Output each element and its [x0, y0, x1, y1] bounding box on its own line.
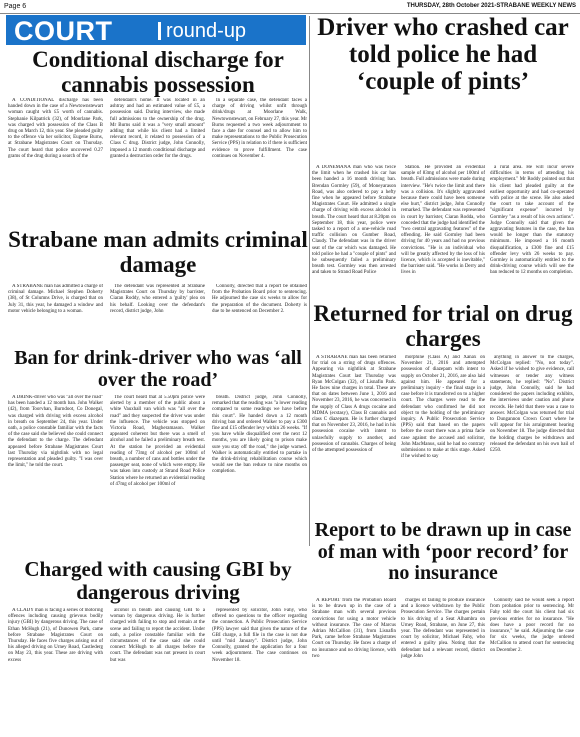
page-header	[0, 0, 580, 14]
banner-divider	[158, 22, 161, 40]
cannabis-col-3: In a separate case, the defendant faces a charge of driving whilst unfit through drink/drugs at Moorlane Walk, Newtownstewart, on February 27, this year. Mr Burns requested a two week adjournment to face a date for counsel and to allow him to make representations to the Public Prosecution Service (PPS) in relation to if there is sufficient evidence to prove fulfillment. The case continues on November 4.	[212, 98, 307, 159]
headline-damage: Strabane man admits criminal damage	[8, 227, 308, 277]
gbi-col-1: A CLADY man is facing a series of motoring offences including causing grievous bodily injury (GBI) by dangerous driving. The case of Ethan McHugh (21), of Dunowen Park, came before Strabane Magistrates Court on Thursday. He faces five charges arising out of his alleged driving on Urney Road, Castlederg on May 23, this year. These are driving with excess	[8, 608, 103, 663]
page-number: Page 6	[4, 3, 27, 10]
cannabis-col-2: defendant's home. It was located in an ashtray and had an estimated value of £5, a possession said. During interview, she made full admissions to the ownership of the drug. Mr Burns said it was a "very small amount" adding that while his client had a limited relevant record, it related to possession of a Class C drug. District judge, John Connolly, imposed a 12 month conditional discharge and granted a destruction order for the drugs.	[110, 98, 205, 159]
drink-col-1: A DRINK-driver who was "all over the road" has been handed a 12 month ban. John Walker (42), from Toorvhan, Burndoot, Co Donegal, was charged with driving with excess alcohol in breath on September 24, this year. Under oath, a police constable familiar with the facts of the case said she believed she could connect the defendant to the charge. The defendant appeared before Strabane Magistrates Court last Thursday via nightlink with no legal representation and pleaded guilty. "I was over the limit," he told the court.	[8, 395, 103, 469]
headline-report: Report to be drawn up in case of man with ‘poor record’ for no insurance	[314, 519, 572, 585]
trial-col-2: morphine (Class A) and Xanax on November 21, 2016 and attempted possession of diazepam with intent to supply on October 21, 2016, are also laid against him. He appeared for a preliminary inquiry - the final stage in a case before it is transferred on to a higher court. The charges were read to the defendant who confirmed he did not object to the holding of the preliminary inquiry. A Public Prosecution Service (PPS) said that based on the papers before the court there was a prima facie case against the accused and solicitor, John MacManus, said he had no contrary submissions to make at this stage. Asked if he wished to say	[401, 355, 485, 460]
report-col-3: Connolly said he would seek a report from probation prior to sentencing. Mr Fahy told the court his client had six previous entries for no insurance. "He does have a poor record for no insurance," he said. Adjourning the case for six weeks, the judge ordered McCallion to attend court for sentencing on December 2.	[490, 598, 574, 653]
drink-col-2: The court heard that at 5.50pm police were alerted by a member of the public about a white Vauxhall van which was "all over the road" and they suspected the driver was under the influence. The vehicle was stopped on Victoria Road, Magheramason. Walker appeared coherent but there was a smell of alcohol and he failed a preliminary breath test. At the station he provided an evidential reading of 73mg of alcohol per 100ml of breath, a number of cans and bottles under the passenger seat, none of which were empty. He was taken into custody at Strand Road Police Station where he returned an evidential reading of 47mg of alcohol per 100ml of	[110, 395, 205, 487]
trial-col-1: A STRABANE man has been returned for trial on a string of drugs offences. Appearing via nightlink at Strabane Magistrates Court last Thursday was Ryan McColgan (32), of Lisnafin Park. He faces nine charges in total. These are that on dates between June 1, 2016 and November 23, 2016, he was concerned in the supply of Class A drugs cocaine and MDMA (ecstasy), Class B cannabis and class C diazepam. He is further charged that on November 23, 2016, he had in his possession cocaine with intent to unlawfully supply to another, and possession of cannabis. Charges of being of the attempted possession of	[312, 355, 396, 454]
damage-col-3: Connolly, directed that a report be obtained from the Probation Board prior to sentencing. He adjourned the case six weeks to allow for the preparation of the document. Doherty is due to be sentenced on December 2.	[212, 284, 307, 314]
gbi-col-2: alcohol in breath and causing GBI to a woman by dangerous driving. He is further charged with failing to stop and remain at the scene and failing to report the accident. Under oath, a police constable familiar with the circumstances of the case said she could connect McHugh to all charges before the court. The defendant was not present in court but was	[110, 608, 205, 663]
cannabis-col-1: A CONDITIONAL discharge has been handed down in the case of a Newtownstewart woman caught with £5 worth of cannabis. Stephanie Kilpatrick (32), of Moorlane Park, was charged with possession of the Class B drug on March 12, this year. She pleaded guilty to the offence via her solicitor, Eugene Burns, at Strabane Magistrates Court on Thursday. The court heard that police uncovered 0.27 grams of the drug during a search of the	[8, 98, 103, 159]
gbi-col-3: represented by solicitor, John Fahy, who offered no questions to the officer regarding the connection. A Public Prosecution Service (PPS) lawyer said that given the nature of the GBI charge, a full file in the case is not due until "mid January". District judge, John Connolly, granted the application for a four week adjournment. The case continues on November 18.	[212, 608, 307, 663]
headline-gbi: Charged with causing GBI by dangerous driving	[24, 557, 292, 604]
report-col-1: A REPORT from the Probation Board is to be drawn up in the case of a Strabane man with several previous convictions for using a motor vehicle without insurance. The case of Marcus Adrian McCallion (31), from Lisnafin Park, came before Strabane Magistrates Court on Thursday. He faces a charge of no insurance and no driving licence, with two	[312, 598, 396, 659]
headline-driver: Driver who crashed car told police he had ‘couple of pints’	[317, 14, 569, 95]
drink-col-3: breath. District judge, John Connolly, remarked that the reading was "a lower reading compared to some readings we have before this court". He handed down a 12 month driving ban and ordered Walker to pay a £300 fine and £15 offender levy within 26 weeks. "If you have while disqualified over the next 12 months, you are likely going to prison make sure you stay off the road," the judge warned. Walker is automatically entitled to partake in the drink-driving rehabilitation course which would see the ban reduce to nine months on completion.	[212, 395, 307, 475]
banner-subtitle: round-up	[166, 20, 247, 42]
section-banner	[6, 15, 306, 45]
trial-col-3: anything in answer to the charges, McColgan replied: "No, not today". Asked if he wished to give evidence, call witnesses or tender any witness statements, he replied: "No". District judge, John Connolly, said he had considered the papers including exhibits, the interviews under caution and phone records. He held that there was a case to answer. McColgan was returned for trial to Dungannon Crown Court where he will appear for his arraignment hearing on November 18. The judge directed that the holding charges be withdrawn and released the defendant on his own bail of £250.	[490, 355, 574, 454]
dateline: THURSDAY, 28th October 2021-STRABANE WEEKLY NEWS	[406, 3, 576, 9]
driver-col-1: A DONEMANA man who was twice the limit when he crashed his car has been handed a 16 month driving ban. Brendan Gormley (59), of Moneyarason Road, was also ordered to pay a hefty fine when he appeared before Strabane Magistrates Court. He admitted a single charge of driving with excess alcohol in breath. The court heard that at 8.20pm on September 18, this year, police were tasked to a report of a one-vehicle road traffic collision on Gumber Road, Claudy. The defendant was in the driver seat of the car which was damaged. He told police he had a "couple of pints" and he subsequently failed a preliminary breath test. Gormley was then arrested and taken to Strand Road Police	[312, 165, 396, 276]
driver-col-3: a rural area. He will incur severe difficulties in terms of attending his employment." Mr Roddy pointed out that his client had pleaded guilty at the earliest opportunity and had co-operated with police at the scene. He also asked the court to take account of the "significant expense" incurred by Gormley "as a result of his own actions". Judge Connolly said that given the aggravating features in the case, the ban would be longer than the statutory minimum. He imposed a 16 month disqualification, a £300 fine and £15 offender levy with 26 weeks to pay. Gormley is automatically entitled to the drink-driving course which will see the ban reduced to 12 months on completion.	[490, 165, 574, 276]
column-divider	[309, 16, 310, 546]
headline-drink: Ban for drink-driver who was ‘all over the road’	[14, 347, 302, 391]
headline-trial: Returned for trial on drug charges	[313, 301, 573, 351]
damage-col-2: The defendant was represented at Strabane Magistrates Court on Thursday by barrister, Ciaran Roddy, who entered a 'guilty' plea on his behalf. Looking over the defendant's record, district judge, John	[110, 284, 205, 314]
banner-title: COURT	[14, 16, 113, 46]
report-col-2: charges of failing to produce insurance and a licence withdrawn by the Public Prosecution Service. The charges pertain to his driving of a Seat Alhambra on Urney Road, Strabane, on June 27, this year. The defendant was represented in court by solicitor, Michael Fahy, who entered a guilty plea. Noting that the defendant had a relevant record, district judge John	[401, 598, 485, 659]
damage-col-1: A STRABANE man has admitted a charge of criminal damage. Michael Stephen Doherty (38), of St Columns Drive, is charged that on July 31, this year, he damaged a window and motor vehicle belonging to a woman.	[8, 284, 103, 314]
headline-cannabis: Conditional discharge for cannabis possession	[32, 47, 284, 97]
driver-col-2: Station. He provided an evidential sample of 83mg of alcohol per 100ml of breath. Full admissions were made during interview. "He's twice the limit and there was a collision. It's slightly aggravated because there could have been someone else hurt," district judge, John Connolly remarked. The defendant was represented in court by barrister, Ciaran Rodda, who conceded that the judge had identified the "two central aggravating features" of the offending. He said Gormley had been driving for 40 years and had no previous convictions. "He is an individual who will be greatly affected by the loss of his licence, which is accepted is inevitable," the barrister said. "He works in Derry and lives in	[401, 165, 485, 276]
